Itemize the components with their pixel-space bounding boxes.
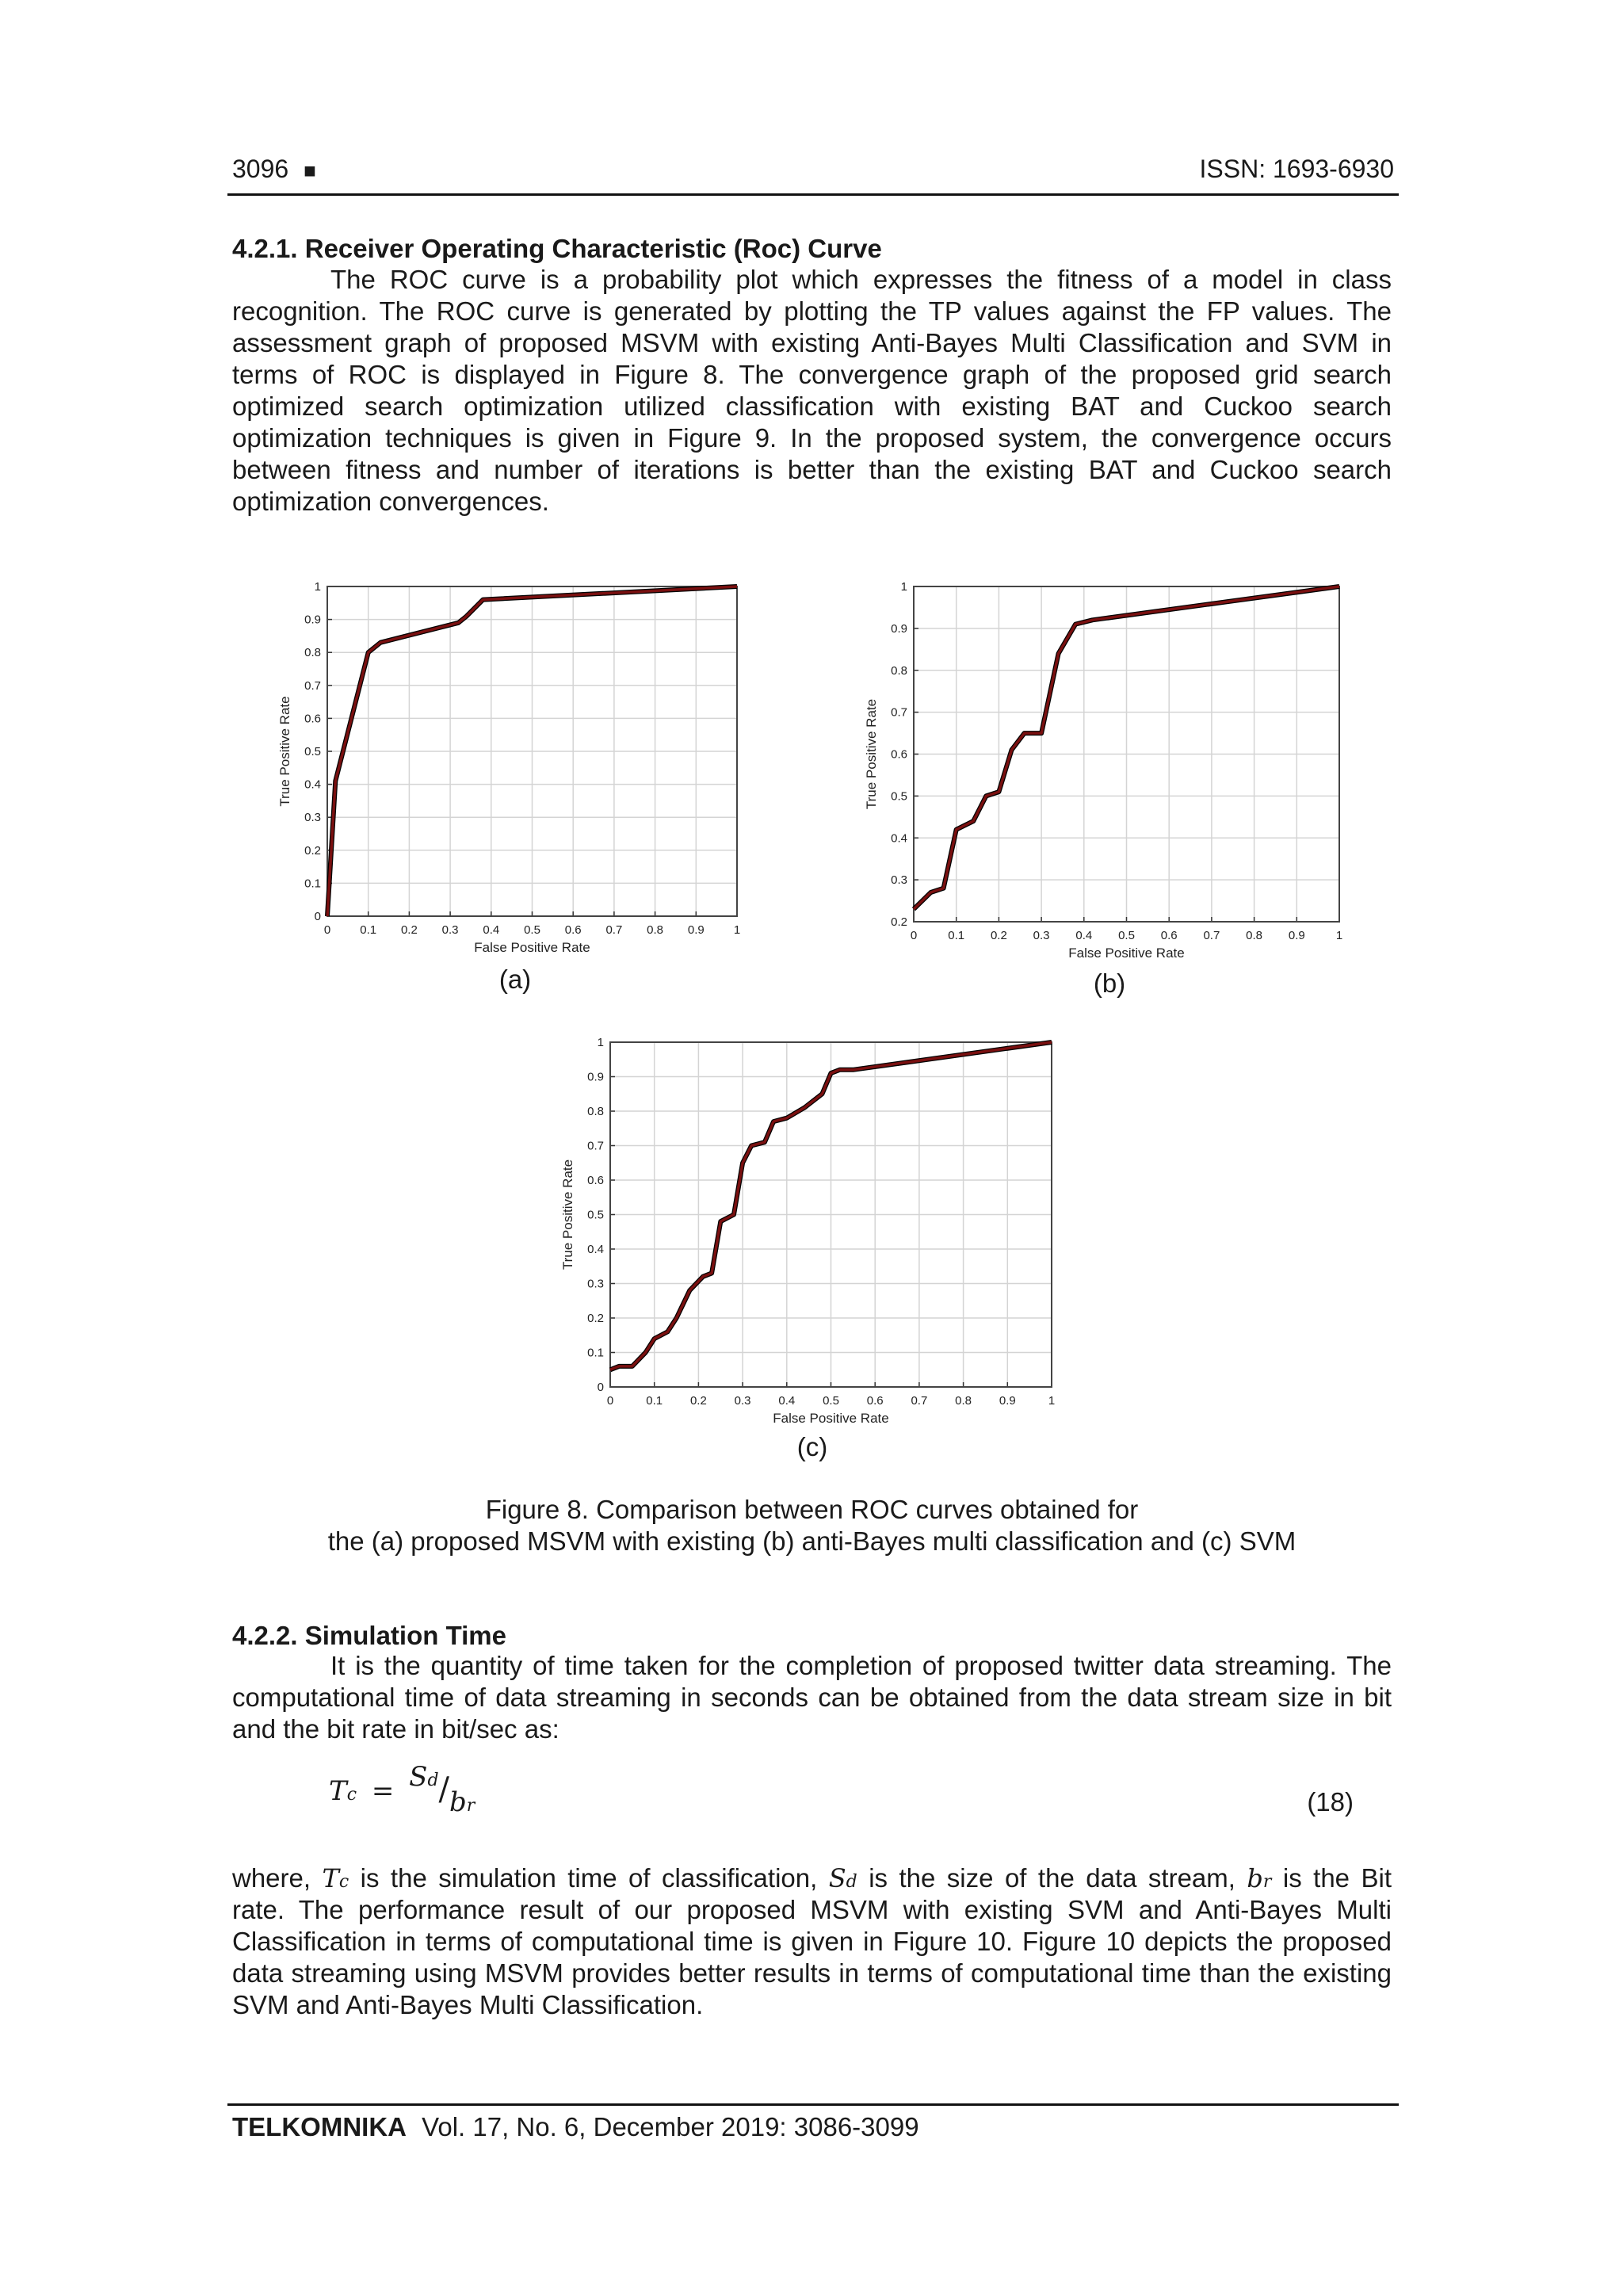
y-tick-label: 0.2 [304,843,321,858]
x-tick-label: 0.8 [1246,929,1263,942]
x-tick-label: 0.7 [911,1394,928,1408]
y-tick-label: 0.3 [304,811,321,825]
y-tick-label: 0.3 [891,873,907,888]
roc-chart-b [864,575,1355,967]
page-number-text: 3096 [232,155,289,183]
x-tick-label: 0 [910,929,918,942]
y-tick-label: 0.9 [891,621,907,636]
caption-line-1: Figure 8. Comparison between ROC curves obtained for [485,1495,1139,1524]
x-tick-label: 0.8 [647,923,664,937]
x-tick-label: 0.7 [1203,929,1220,942]
roc-chart-c [555,1030,1062,1435]
journal-name: TELKOMNIKA [232,2112,407,2141]
y-tick-label: 0.4 [587,1243,604,1256]
y-tick-label: 0.3 [587,1277,604,1291]
y-axis-label: True Positive Rate [560,1159,575,1270]
y-tick-label: 1 [900,580,907,594]
square-marker-icon: ■ [304,159,316,182]
x-axis-label: False Positive Rate [1068,946,1185,961]
section-paragraph: rate. The performance result of our proposed MSVM with existing SVM and Anti-Bayes Multi Classification in terms of computational time is given in Figure 10. Figure 10 depicts the proposed data streaming using MSVM provides better results in terms of computational time than the existing SVM and Anti-Bayes Multi Classification. [232,1895,1392,2019]
y-tick-label: 0.2 [587,1312,604,1325]
x-tick-label: 0.6 [564,923,582,937]
y-axis-label: True Positive Rate [864,698,879,810]
x-tick-label: 0.3 [734,1394,751,1408]
x-tick-label: 1 [1048,1394,1056,1408]
figure-label-c: (c) [796,1432,828,1461]
footer-rule [227,2103,1399,2106]
x-tick-label: 0 [323,923,331,937]
x-tick-label: 0.1 [948,929,965,942]
section-heading: 4.2.2. Simulation Time [232,1621,507,1650]
x-tick-label: 0.1 [646,1394,663,1408]
x-tick-label: 0.1 [360,923,377,937]
x-tick-label: 0.7 [605,923,623,937]
y-tick-label: 1 [597,1036,604,1049]
x-tick-label: 0.4 [1075,929,1093,942]
x-tick-label: 0.9 [1288,929,1305,942]
figure-label-a: (a) [498,965,532,994]
y-tick-label: 0.6 [891,747,907,762]
y-tick-label: 0.9 [587,1070,604,1084]
caption-line-2: the (a) proposed MSVM with existing (b) anti-Bayes multi classification and (c) SVM [327,1526,1296,1556]
y-tick-label: 0.2 [891,915,907,929]
y-axis-label: True Positive Rate [277,696,292,807]
y-tick-label: 0.7 [304,678,321,693]
y-tick-label: 0.4 [891,831,907,846]
x-tick-label: 0.6 [1160,929,1178,942]
x-tick-label: 0.9 [687,923,705,937]
y-tick-label: 0.6 [304,712,321,726]
x-tick-label: 0.4 [778,1394,796,1408]
y-tick-label: 0.8 [587,1105,604,1118]
roc-chart-a [277,575,753,963]
x-tick-label: 0.4 [483,923,500,937]
x-axis-label: False Positive Rate [773,1411,889,1426]
x-tick-label: 1 [733,923,741,937]
y-tick-label: 0.5 [304,745,321,758]
x-tick-label: 0 [606,1394,614,1408]
x-tick-label: 0.5 [524,923,540,937]
equation-number: (18) [1307,1787,1354,1817]
x-tick-label: 0.5 [1118,929,1135,942]
where-line: where, Tc is the simulation time of classification, Sd is the size of the data stream, br is the Bit [232,1863,1392,1893]
journal-details: Vol. 17, No. 6, December 2019: 3086-3099 [422,2112,919,2141]
x-tick-label: 0.2 [990,929,1007,942]
y-tick-label: 0.9 [304,613,321,627]
x-tick-label: 0.3 [441,923,459,937]
section-paragraph: The ROC curve is a probability plot which expresses the fitness of a model in class recognition. The ROC curve is generated by plotting the TP values against the FP values. The assessment graph of proposed MSVM with existing Anti-Bayes Multi Classification and SVM in terms of ROC is displayed in Figure 8. The convergence graph of the proposed grid search optimized search optimization utilized classification with existing BAT and Cuckoo search optimization techniques is given in Figure 9. In the proposed system, the convergence occurs between fitness and number of iterations is better than the existing BAT and Cuckoo search optimization convergences. [232,265,1392,516]
section-heading: 4.2.1. Receiver Operating Characteristic (Roc) Curve [232,234,882,263]
header-rule [227,193,1399,196]
y-tick-label: 0 [314,910,321,923]
y-tick-label: 0.5 [587,1208,604,1222]
y-tick-label: 0 [597,1381,604,1394]
x-tick-label: 0.9 [999,1394,1016,1408]
x-tick-label: 0.8 [955,1394,972,1408]
x-tick-label: 0.5 [823,1394,839,1408]
x-axis-label: False Positive Rate [474,940,590,955]
x-tick-label: 0.2 [689,1394,707,1408]
page-number [232,155,316,184]
x-tick-label: 0.2 [400,923,418,937]
figure-label-b: (b) [1093,968,1126,998]
y-tick-label: 0.7 [891,705,907,720]
y-tick-label: 0.4 [304,777,321,792]
x-tick-label: 1 [1335,929,1343,942]
section-paragraph: It is the quantity of time taken for the completion of proposed twitter data streaming. The computational time of data streaming in seconds can be obtained from the data stream size in bit and the bit rate in bit/sec as: [232,1651,1392,1744]
y-tick-label: 0.5 [891,789,907,804]
issn: ISSN: 1693-6930 [1199,155,1394,183]
y-tick-label: 0.1 [587,1346,604,1360]
x-tick-label: 0.6 [866,1394,884,1408]
y-tick-label: 0.6 [587,1174,604,1187]
footer [232,2112,919,2142]
figure-caption [232,1494,1392,1557]
y-tick-label: 1 [314,580,321,594]
y-tick-label: 0.8 [304,646,321,660]
y-tick-label: 0.8 [891,663,907,678]
x-tick-label: 0.3 [1033,929,1050,942]
y-tick-label: 0.7 [587,1139,604,1153]
y-tick-label: 0.1 [304,877,321,891]
equation: Tc = Sd/br [329,1761,475,1818]
